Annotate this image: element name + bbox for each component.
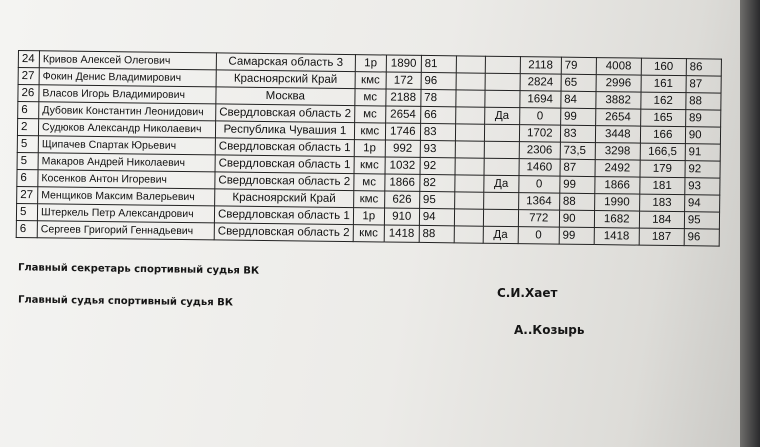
cell-region: Свердловская область 2 (214, 223, 353, 242)
cell-no: 6 (18, 102, 39, 119)
cell-blank (455, 107, 484, 124)
cell-da (485, 90, 520, 107)
cell-c: 2306 (519, 142, 560, 159)
results-table (16, 50, 722, 247)
cell-place: 86 (686, 59, 721, 76)
cell-region: Красноярский Край (215, 189, 354, 208)
cell-cat: 1р (353, 208, 384, 225)
cell-name: Власов Игорь Владимирович (39, 85, 216, 104)
cell-e: 4008 (596, 58, 641, 76)
cell-f: 160 (641, 58, 686, 76)
cell-place: 95 (684, 212, 719, 229)
cell-b: 92 (420, 157, 455, 174)
cell-cat: кмс (355, 72, 386, 89)
cell-region: Свердловская область 2 (216, 104, 355, 123)
cell-cat: кмс (354, 123, 385, 140)
cell-e: 1990 (594, 194, 639, 212)
cell-place: 91 (685, 144, 720, 161)
cell-region: Свердловская область 1 (215, 155, 354, 174)
secretary-title: Главный секретарь спортивный судья ВК (17, 262, 260, 277)
cell-d: 73,5 (560, 142, 595, 159)
cell-blank (455, 141, 484, 158)
cell-d: 87 (560, 159, 595, 176)
cell-blank (455, 158, 484, 175)
secretary-name: С.И.Хает (497, 286, 558, 300)
cell-b: 78 (421, 89, 456, 106)
cell-c: 772 (518, 210, 559, 227)
cell-no: 5 (17, 135, 38, 152)
cell-a: 626 (384, 191, 419, 208)
cell-a: 1418 (384, 225, 419, 242)
cell-f: 187 (639, 228, 684, 246)
cell-region: Свердловская область 1 (215, 138, 354, 157)
cell-b: 81 (421, 55, 456, 72)
cell-blank (456, 73, 485, 90)
cell-place: 89 (685, 110, 720, 127)
cell-c: 2824 (520, 74, 561, 91)
cell-da (485, 73, 520, 90)
cell-region: Москва (216, 87, 355, 106)
cell-c: 1694 (520, 91, 561, 108)
cell-no: 24 (18, 51, 39, 68)
cell-c: 0 (519, 176, 560, 193)
cell-no: 6 (17, 169, 38, 186)
cell-a: 2654 (385, 106, 420, 123)
cell-f: 161 (641, 75, 686, 93)
cell-e: 3882 (596, 92, 641, 110)
cell-e: 1682 (594, 211, 639, 229)
cell-da (483, 192, 518, 209)
cell-name: Дубовик Константин Леонидович (39, 102, 216, 121)
cell-cat: мс (355, 89, 386, 106)
cell-region: Республика Чувашия 1 (215, 121, 354, 140)
cell-a: 1032 (385, 157, 420, 174)
cell-e: 2492 (595, 160, 640, 178)
cell-blank (454, 209, 483, 226)
cell-c: 2118 (520, 57, 561, 74)
cell-no: 6 (16, 220, 37, 237)
judge-name: А..Козырь (514, 323, 585, 337)
cell-name: Менщиков Максим Валерьевич (38, 187, 215, 206)
cell-name: Щипачев Спартак Юрьевич (38, 136, 215, 155)
cell-da: Да (483, 226, 518, 243)
cell-place: 88 (686, 93, 721, 110)
cell-da (484, 158, 519, 175)
cell-no: 5 (17, 152, 38, 169)
cell-f: 184 (639, 211, 684, 229)
cell-c: 0 (518, 227, 559, 244)
judge-title: Главный судья спортивный судья ВК (17, 294, 234, 309)
cell-da (484, 141, 519, 158)
cell-a: 910 (384, 208, 419, 225)
cell-d: 83 (560, 125, 595, 142)
cell-region: Красноярский Край (216, 70, 355, 89)
cell-c: 0 (519, 108, 560, 125)
cell-f: 181 (640, 177, 685, 195)
cell-a: 172 (386, 72, 421, 89)
cell-name: Судюков Александр Николаевич (38, 119, 215, 138)
cell-blank (456, 56, 485, 73)
cell-d: 65 (561, 74, 596, 91)
cell-blank (454, 192, 483, 209)
cell-cat: кмс (353, 191, 384, 208)
cell-no: 27 (17, 186, 38, 203)
cell-b: 95 (419, 191, 454, 208)
cell-place: 96 (684, 229, 719, 246)
cell-region: Самарская область 3 (216, 53, 355, 72)
cell-d: 99 (560, 108, 595, 125)
cell-f: 183 (639, 194, 684, 212)
cell-b: 82 (420, 174, 455, 191)
cell-c: 1702 (519, 125, 560, 142)
photo-background-edge (740, 0, 760, 447)
cell-b: 93 (420, 140, 455, 157)
cell-da (485, 56, 520, 73)
cell-b: 94 (419, 208, 454, 225)
cell-name: Кривов Алексей Олегович (39, 51, 216, 70)
cell-b: 83 (420, 123, 455, 140)
cell-place: 93 (685, 178, 720, 195)
results-table-body (16, 51, 721, 247)
cell-a: 992 (385, 140, 420, 157)
cell-no: 2 (17, 119, 38, 136)
cell-e: 1866 (595, 177, 640, 195)
cell-da: Да (484, 107, 519, 124)
cell-d: 79 (561, 57, 596, 74)
cell-cat: 1р (355, 55, 386, 72)
cell-a: 1866 (385, 174, 420, 191)
cell-b: 88 (419, 225, 454, 242)
cell-blank (454, 226, 483, 243)
cell-no: 5 (16, 203, 37, 220)
cell-no: 27 (18, 68, 39, 85)
cell-blank (456, 90, 485, 107)
cell-name: Косенков Антон Игоревич (38, 170, 215, 189)
cell-b: 96 (421, 72, 456, 89)
cell-e: 3298 (595, 143, 640, 161)
cell-da (483, 209, 518, 226)
cell-name: Сергеев Григорий Геннадьевич (37, 221, 214, 240)
cell-d: 88 (559, 193, 594, 210)
cell-place: 90 (685, 127, 720, 144)
cell-a: 1746 (385, 123, 420, 140)
cell-blank (455, 124, 484, 141)
cell-place: 87 (686, 76, 721, 93)
cell-f: 165 (640, 109, 685, 127)
cell-f: 166,5 (640, 143, 685, 161)
cell-c: 1364 (518, 193, 559, 210)
cell-name: Макаров Андрей Николаевич (38, 153, 215, 172)
cell-e: 2996 (596, 75, 641, 93)
cell-d: 90 (559, 210, 594, 227)
cell-f: 179 (640, 160, 685, 178)
cell-e: 3448 (595, 126, 640, 144)
cell-region: Свердловская область 2 (215, 172, 354, 191)
cell-blank (455, 175, 484, 192)
cell-b: 66 (420, 106, 455, 123)
cell-no: 26 (18, 85, 39, 102)
cell-name: Фокин Денис Владимирович (39, 68, 216, 87)
cell-d: 99 (559, 227, 594, 244)
cell-c: 1460 (519, 159, 560, 176)
cell-a: 2188 (386, 89, 421, 106)
cell-a: 1890 (386, 55, 421, 72)
cell-cat: кмс (353, 225, 384, 242)
cell-d: 84 (561, 91, 596, 108)
cell-f: 162 (641, 92, 686, 110)
cell-e: 1418 (594, 228, 639, 246)
cell-cat: мс (354, 174, 385, 191)
cell-cat: 1р (354, 140, 385, 157)
cell-region: Свердловская область 1 (214, 206, 353, 225)
cell-da (484, 124, 519, 141)
cell-d: 99 (560, 176, 595, 193)
cell-da: Да (484, 175, 519, 192)
cell-name: Штеркель Петр Александрович (37, 204, 214, 223)
cell-e: 2654 (595, 109, 640, 127)
cell-place: 94 (684, 195, 719, 212)
cell-place: 92 (685, 161, 720, 178)
cell-cat: мс (354, 106, 385, 123)
cell-f: 166 (640, 126, 685, 144)
cell-cat: кмс (354, 157, 385, 174)
